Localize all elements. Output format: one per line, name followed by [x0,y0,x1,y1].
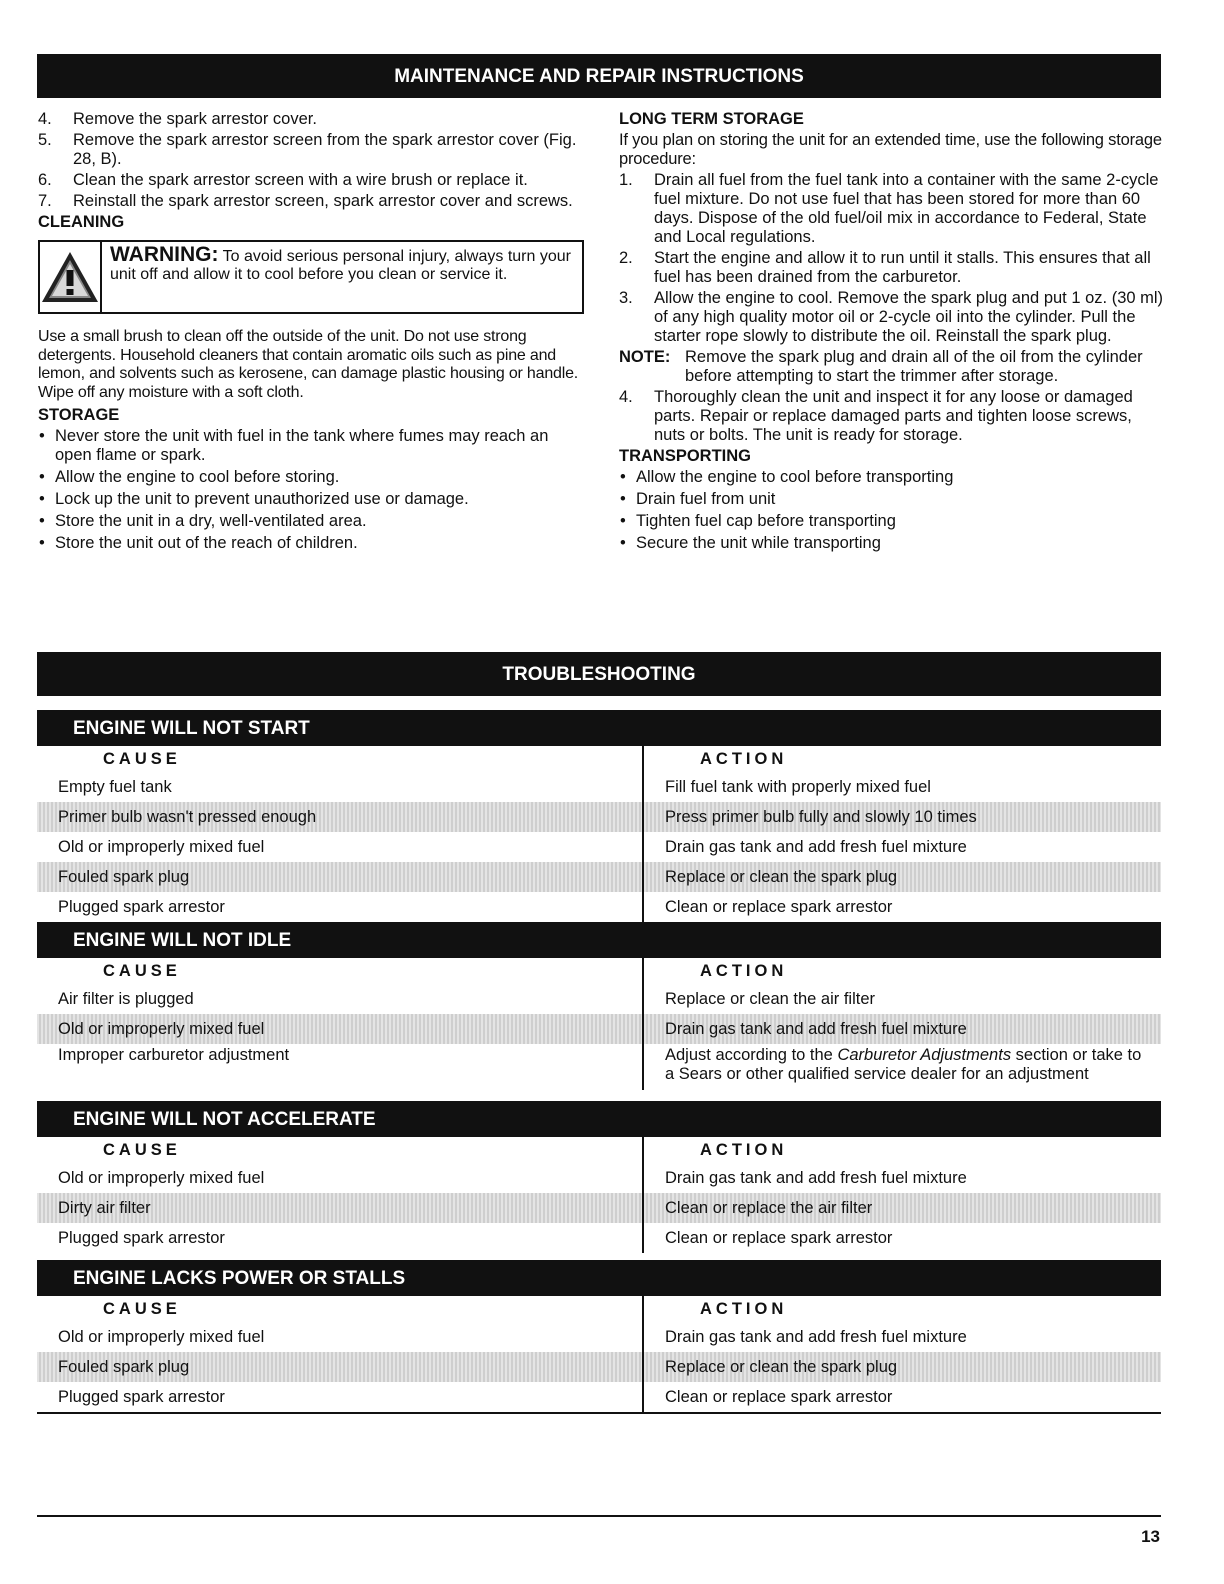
footer-divider [37,1515,1161,1517]
table-header [37,1296,1161,1322]
ts-section-will-not-accelerate [37,1101,1161,1253]
cause-header: CAUSE [37,958,643,984]
note-text: Remove the spark plug and drain all of the oil from the cylinder before attempting to start the trimmer after storage. [685,348,1143,385]
list-item: • Allow the engine to cool before storing. [39,468,340,486]
section-title-bar [37,1101,1161,1137]
troubleshooting-title: TROUBLESHOOTING [502,664,696,685]
table-row: Improper carburetor adjustment Adjust according to the Carburetor Adjustments section or take to a Sears or other qualified service dealer for an adjustment [37,1044,1161,1090]
cleaning-heading: CLEANING [38,213,125,231]
section-title-bar [37,922,1161,958]
list-item: 4. Thoroughly clean the unit and inspect it for any loose or damaged parts. Repair or replace damaged parts and tighten loose screws, nuts or bolts. The unit is ready for storage. [619,388,1133,444]
action-header: ACTION [700,1140,788,1159]
ts-section-will-not-idle [37,922,1161,1090]
list-item: 7. Reinstall the spark arrestor screen, spark arrestor cover and screws. [38,192,573,210]
table-row: Plugged spark arrestor Clean or replace spark arrestor [37,892,1161,922]
ts-section-lacks-power [37,1260,1161,1414]
warning-text [102,242,582,312]
table-row: Plugged spark arrestor Clean or replace spark arrestor [37,1223,1161,1253]
cleaning-paragraph: Use a small brush to clean off the outside of the unit. Do not use strong detergents. Household cleaners that contain aromatic oils such as pine and lemon, and solvents such as kerosene, can damage plastic housing or handle. Wipe off any moisture with a soft cloth. [38,328,579,401]
spark-arrestor-steps [38,110,588,211]
cause-header: CAUSE [37,746,643,772]
long-term-intro: If you plan on storing the unit for an extended time, use the following storage procedure: [619,131,1162,168]
ts-section-will-not-start [37,710,1161,922]
right-column [619,110,1164,556]
troubleshooting-table [37,746,1161,922]
maintenance-title: MAINTENANCE AND REPAIR INSTRUCTIONS [394,66,804,87]
table-row: Old or improperly mixed fuel Drain gas tank and add fresh fuel mixture [37,832,1161,862]
troubleshooting-table [37,1296,1161,1414]
section-title: ENGINE WILL NOT ACCELERATE [73,1109,376,1130]
section-title-bar [37,1260,1161,1296]
table-row: Fouled spark plug Replace or clean the spark plug [37,1352,1161,1382]
table-row: Air filter is plugged Replace or clean the air filter [37,984,1161,1014]
list-item: 1. Drain all fuel from the fuel tank into a container with the same 2-cycle fuel mixture. Do not use fuel that has been stored for more than 60 days. Dispose of the old fuel/oil mix in accordance to Federal, State and Local regulations. [619,171,1159,246]
action-header: ACTION [700,749,788,768]
left-column [38,110,588,556]
action-header: ACTION [700,1299,788,1318]
list-item: • Allow the engine to cool before transporting [620,468,954,486]
list-item: 4. Remove the spark arrestor cover. [38,110,317,128]
section-title-bar [37,710,1161,746]
list-item: • Tighten fuel cap before transporting [620,512,896,530]
note-label: NOTE: [619,348,671,366]
warning-box [38,240,584,314]
storage-heading: STORAGE [38,406,120,424]
action-header: ACTION [700,961,788,980]
table-row: Empty fuel tank Fill fuel tank with properly mixed fuel [37,772,1161,802]
table-row: Dirty air filter Clean or replace the air filter [37,1193,1161,1223]
table-row: Old or improperly mixed fuel Drain gas tank and add fresh fuel mixture [37,1322,1161,1352]
warning-triangle-icon [40,242,102,312]
page-number: 13 [1141,1527,1160,1546]
list-item: • Store the unit in a dry, well-ventilated area. [39,512,367,530]
section-title: ENGINE WILL NOT START [73,718,310,739]
warning-message: To avoid serious personal injury, always turn your unit off and allow it to cool before you clean or service it. [110,248,571,283]
section-title: ENGINE LACKS POWER OR STALLS [73,1268,406,1289]
list-item: • Secure the unit while transporting [620,534,881,552]
troubleshooting-table [37,1137,1161,1253]
list-item: 6. Clean the spark arrestor screen with a wire brush or replace it. [38,171,528,189]
table-row: Fouled spark plug Replace or clean the spark plug [37,862,1161,892]
cause-header: CAUSE [37,1137,643,1163]
table-row: Primer bulb wasn't pressed enough Press primer bulb fully and slowly 10 times [37,802,1161,832]
long-term-storage-heading: LONG TERM STORAGE [619,110,804,128]
note [619,348,1164,386]
table-header [37,746,1161,772]
table-row: Old or improperly mixed fuel Drain gas tank and add fresh fuel mixture [37,1014,1161,1044]
transporting-bullets [619,468,1164,553]
list-item: 3. Allow the engine to cool. Remove the spark plug and put 1 oz. (30 ml) of any high quality motor oil or 2-cycle oil into the cylinder. Pull the starter rope slowly to distribute the oil. Reinstall the spark plug. [619,289,1164,345]
list-item: • Lock up the unit to prevent unauthorized use or damage. [39,490,469,508]
table-row: Plugged spark arrestor Clean or replace spark arrestor [37,1382,1161,1413]
storage-bullets [38,427,588,553]
troubleshooting-banner [37,652,1161,696]
list-item: 2. Start the engine and allow it to run until it stalls. This ensures that all fuel has been drained from the carburetor. [619,249,1151,286]
cause-header: CAUSE [37,1296,643,1322]
list-item: • Drain fuel from unit [620,490,776,508]
transporting-heading: TRANSPORTING [619,447,751,465]
long-term-steps [619,171,1164,346]
troubleshooting-table [37,958,1161,1090]
table-row: Old or improperly mixed fuel Drain gas tank and add fresh fuel mixture [37,1163,1161,1193]
section-title: ENGINE WILL NOT IDLE [73,930,292,951]
list-item: • Store the unit out of the reach of children. [39,534,358,552]
list-item: • Never store the unit with fuel in the tank where fumes may reach an open flame or spark. [39,427,549,464]
list-item: 5. Remove the spark arrestor screen from the spark arrestor cover (Fig. 28, B). [38,131,577,168]
table-header [37,1137,1161,1163]
maintenance-banner [37,54,1161,98]
warning-title: WARNING: [110,243,219,266]
table-header [37,958,1161,984]
long-term-step-4 [619,388,1164,445]
